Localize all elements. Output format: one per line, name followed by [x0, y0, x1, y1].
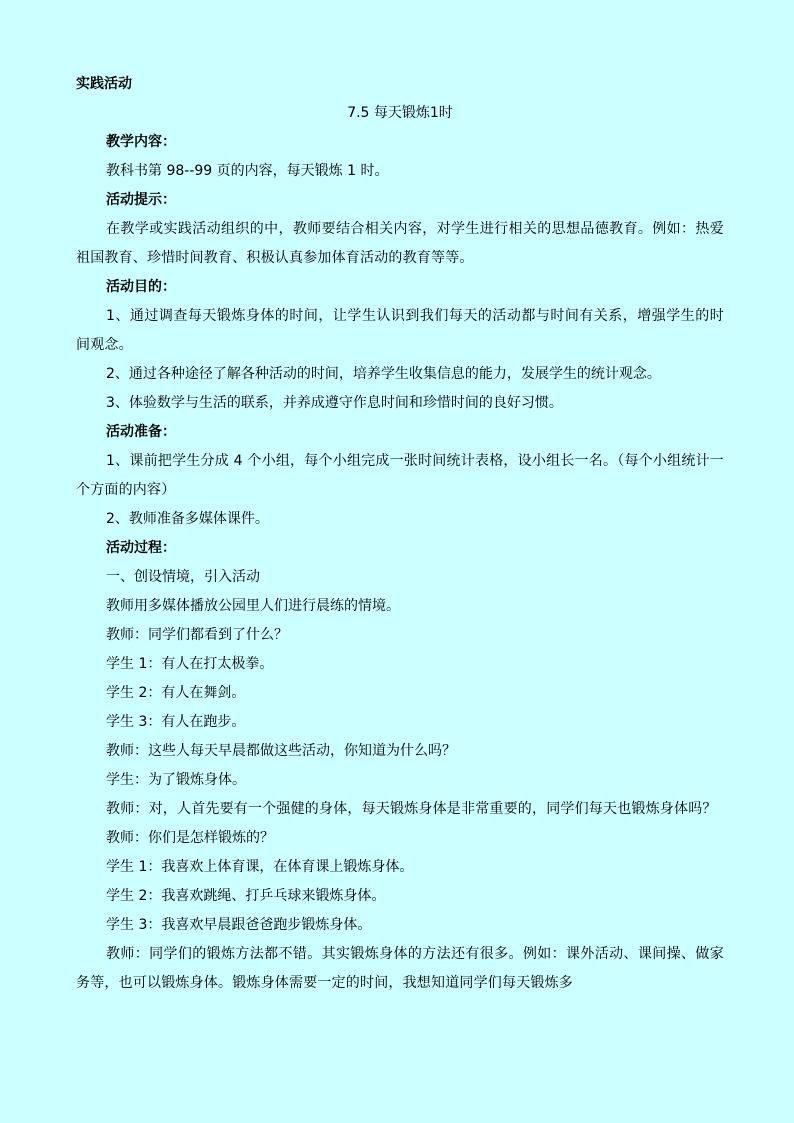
- dialogue-line: 学生：为了锻炼身体。: [106, 772, 246, 788]
- final-paragraph: 教师：同学们的锻炼方法都不错。其实锻炼身体的方法还有很多。例如：课外活动、课间操、做家务等，也可以锻炼身体。锻炼身体需要一定的时间，我想知道同学们每天锻炼多: [76, 946, 724, 991]
- dialogue-line: 教师：你们是怎样锻炼的？: [106, 830, 274, 846]
- lesson-title: 7.5 每天锻炼1时: [347, 105, 453, 121]
- goal-item-2: 2、通过各种途径了解各种活动的时间，培养学生收集信息的能力，发展学生的统计观念。: [106, 366, 661, 382]
- activity-prep-heading: 活动准备：: [106, 424, 176, 440]
- teaching-content-heading: 教学内容：: [106, 134, 176, 150]
- teaching-content-text: 教科书第 98--99 页的内容，每天锻炼 1 时。: [106, 163, 389, 179]
- goal-item-3: 3、体验数学与生活的联系，并养成遵守作息时间和珍惜时间的良好习惯。: [106, 395, 563, 411]
- dialogue-line: 教师：同学们都看到了什么？: [106, 627, 288, 643]
- goal-item-1: 1、通过调查每天锻炼身体的时间，让学生认识到我们每天的活动都与时间有关系，增强学生的时间观念。: [76, 308, 724, 353]
- activity-process-heading: 活动过程：: [106, 540, 176, 556]
- dialogue-line: 学生 3：我喜欢早晨跟爸爸跑步锻炼身体。: [106, 917, 372, 933]
- activity-tips-heading: 活动提示：: [106, 192, 176, 208]
- dialogue-line: 学生 2：有人在舞剑。: [106, 685, 246, 701]
- dialogue-line: 学生 3：有人在跑步。: [106, 714, 246, 730]
- activity-goals-heading: 活动目的：: [106, 279, 176, 295]
- document-page: [76, 70, 724, 998]
- activity-tips-text: 在教学或实践活动组织的中，教师要结合相关内容，对学生进行相关的思想品德教育。例如：热爱祖国教育、珍惜时间教育、积极认真参加体育活动的教育等等。: [76, 221, 724, 266]
- prep-item-1: 1、课前把学生分成 4 个小组，每个小组完成一张时间统计表格，设小组长一名。（每个小组统计一个方面的内容）: [76, 453, 724, 498]
- dialogue-line: 教师：这些人每天早晨都做这些活动，你知道为什么吗？: [106, 743, 456, 759]
- section-label: 实践活动: [76, 76, 132, 92]
- teacher-paragraph: 教师：对，人首先要有一个强健的身体，每天锻炼身体是非常重要的，同学们每天也锻炼身体吗？: [106, 801, 717, 817]
- dialogue-line: 学生 2：我喜欢跳绳、打乒乓球来锻炼身体。: [106, 888, 386, 904]
- prep-item-2: 2、教师准备多媒体课件。: [106, 511, 269, 527]
- dialogue-line: 学生 1：我喜欢上体育课，在体育课上锻炼身体。: [106, 859, 414, 875]
- process-step-1: 一、创设情境，引入活动: [106, 569, 260, 585]
- dialogue-line: 教师用多媒体播放公园里人们进行晨练的情境。: [106, 598, 400, 614]
- dialogue-line: 学生 1：有人在打太极拳。: [106, 656, 274, 672]
